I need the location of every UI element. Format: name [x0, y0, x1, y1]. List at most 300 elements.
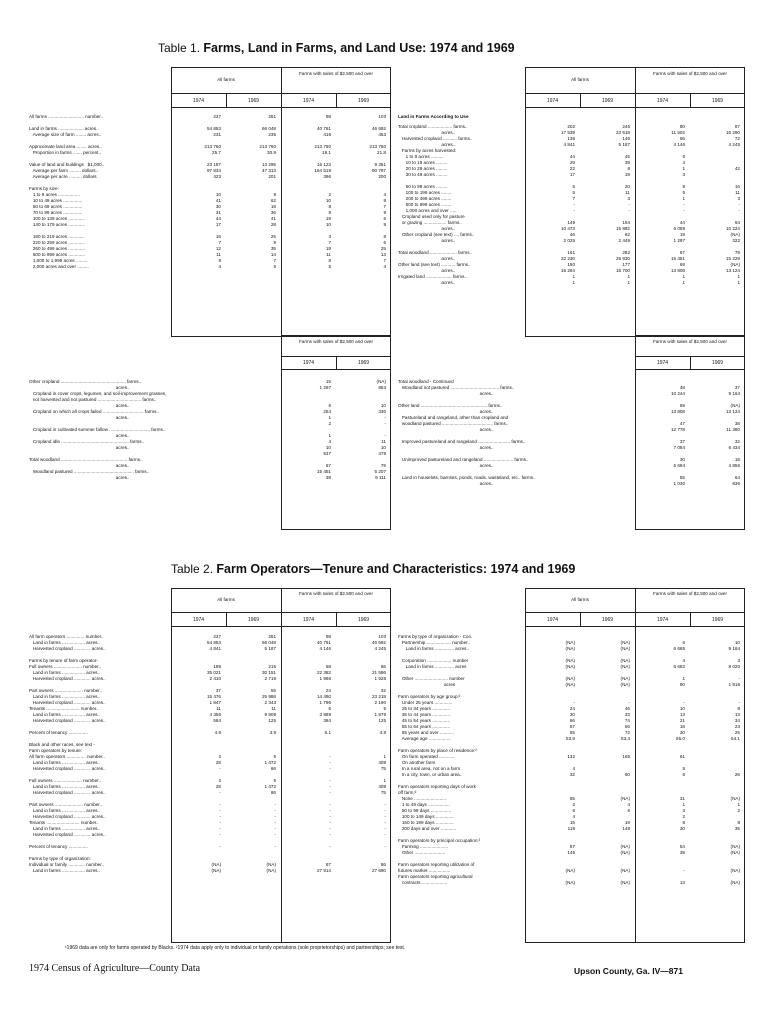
cell-value: 2 719 [264, 676, 276, 681]
cell-value: 5 [682, 190, 685, 195]
cell-value: 3 [328, 234, 331, 239]
cell-value: 453 [378, 132, 386, 137]
cell-value: 10 [734, 640, 740, 645]
cell-value: 11 380 [726, 427, 740, 432]
cell-value: 9 111 [375, 475, 386, 480]
row-label: or grazing .................. farms.. [398, 220, 462, 225]
row-label: Harvested cropland ............. acres.. [29, 832, 106, 837]
cell-value: 7 084 [673, 445, 685, 450]
cell-value: 87 [325, 862, 331, 867]
table1-left-col-1969-all [226, 114, 276, 270]
row-label: acres.. [29, 445, 130, 450]
cell-value: 22 382 [316, 670, 331, 675]
cell-value: 25.7 [212, 150, 221, 155]
row-label: Value of land and buildings $1,000.. [29, 162, 105, 167]
cell-value: 1 928 [374, 676, 386, 681]
cell-value: - [738, 208, 740, 213]
cell-value: 200 [378, 174, 386, 179]
year-1969: 1969 [357, 98, 370, 104]
cell-value: 15 229 [725, 256, 740, 261]
cell-value: 21 [679, 718, 685, 723]
cell-value: - [329, 778, 331, 783]
row-label: Land in farms ............... acres [398, 664, 467, 669]
row-label: Partnership ................... number.. [398, 640, 470, 645]
cell-value: 11 [625, 190, 630, 195]
cell-value: 1 818 [728, 682, 740, 687]
row-label: 50 to 99 acres ......... [398, 184, 448, 189]
cell-value: 56.0 [676, 736, 685, 741]
cell-value: - [384, 433, 386, 438]
cell-value: 4 [328, 439, 331, 444]
row-label: Land in farms .................. acres.. [29, 784, 100, 789]
cell-value: 5 187 [264, 646, 276, 651]
row-label: Woodland pastured ............................................... farms.. [29, 469, 150, 474]
cell-value: 125 [268, 718, 276, 723]
cell-value: 26 [734, 772, 740, 777]
row-label: Land in farms .................. acres.. [29, 712, 100, 717]
table2-right-labels [398, 634, 524, 886]
cell-value: 48 [679, 385, 685, 390]
cell-value: 4.8 [379, 730, 386, 735]
cell-value: 1 030 [673, 481, 685, 486]
cell-value: 408 [378, 760, 386, 765]
cell-value: 201 [268, 174, 276, 179]
cell-value: 12 778 [670, 427, 685, 432]
row-label: Pastureland and rangeland, other than cropland and [398, 415, 509, 420]
year-1974: 1974 [302, 617, 315, 623]
cell-value: 3 [682, 808, 685, 813]
cell-value: 282 [622, 250, 630, 255]
row-label: Land in farms .................. acres.. [29, 808, 100, 813]
table2-right-hdr-all: All farms [571, 597, 589, 602]
row-label: acres.. [29, 403, 130, 408]
footer-county-page: Upson County, Ga. IV—871 [574, 966, 683, 976]
row-label: Farm operators by age group:² [398, 694, 461, 699]
row-label: Part owners ...................... number.. [29, 802, 103, 807]
cell-value: 74 [624, 718, 630, 723]
cell-value: 87 [734, 124, 740, 129]
cell-value: 149 [567, 220, 575, 225]
row-label: Average age ................. [398, 736, 451, 741]
cell-value: 1 847 [209, 700, 221, 705]
cell-value: 47 313 [261, 168, 276, 173]
cell-value: (NA) [620, 868, 630, 873]
cell-value: 1 [572, 280, 575, 285]
cell-value: - [274, 820, 276, 825]
cell-value: 40 761 [316, 126, 331, 131]
cell-value: 213 760 [369, 144, 386, 149]
table1-right-hr2 [525, 107, 745, 108]
row-label: not harvested and not pastured .................................. farms.. [29, 397, 157, 402]
row-label: 1,000 acres and over ..... [398, 208, 457, 213]
cell-value: 39 [679, 850, 685, 855]
cell-value: 35 021 [206, 670, 221, 675]
row-label: acres.. [29, 433, 130, 438]
row-label: Full owners ...................... number.. [29, 664, 101, 669]
cell-value: - [628, 700, 630, 705]
row-label: acres.. [29, 385, 130, 390]
cell-value: 6 [627, 808, 630, 813]
row-label: Other land (see text) ........... farms.. [398, 262, 471, 267]
row-label: Woodland not pastured ...................................... farms.. [398, 385, 515, 390]
row-label: Cropland on which all crops failed ................................ farms.. [29, 409, 159, 414]
cell-value: 10 473 [560, 226, 575, 231]
cell-value: - [384, 421, 386, 426]
cell-value: 30 151 [261, 670, 276, 675]
row-label: Unimproved pastureland and rangeland ....................... farms.. [398, 457, 529, 462]
cell-value: 10 [679, 706, 685, 711]
cell-value: (NA) [620, 796, 630, 801]
table2-left-col-1974-all [171, 634, 221, 874]
cell-value: 4 [682, 160, 685, 165]
cell-value: 5 187 [618, 142, 630, 147]
row-label: 500 to 999 acres ............. [29, 252, 85, 257]
cell-value: 7 [383, 258, 386, 263]
table2-right-col-1974-all [525, 634, 575, 886]
row-label: 70 to 99 acres ............... [29, 210, 83, 215]
cell-value: 13 [380, 252, 386, 257]
cell-value: 69 [679, 403, 685, 408]
cell-value: - [329, 802, 331, 807]
cell-value: (NA) [620, 646, 630, 651]
cell-value: 90 [679, 682, 685, 687]
table1-left-col-1969-sales [336, 114, 386, 270]
row-label: Other .......................... number [398, 676, 465, 681]
cell-value: 87 [569, 844, 575, 849]
cell-value: 86 [270, 790, 276, 795]
table1-left-hr2 [171, 107, 391, 108]
row-label: Percent of tenancy ............... [29, 730, 88, 735]
table1-right-col-1974-all [525, 124, 575, 286]
cell-value: 15 [569, 820, 575, 825]
cell-value: 68 [325, 664, 331, 669]
table2-right-hdr-sales: Farms with sales of $2,500 and over [652, 591, 728, 596]
row-label: acres.. [398, 463, 494, 468]
row-label: Harvested cropland ............. acres.. [29, 790, 106, 795]
cell-value: - [274, 844, 276, 849]
cell-value: 1 [682, 196, 685, 201]
cell-value: (NA) [730, 262, 740, 267]
table1-title-prefix: Table 1. [158, 41, 201, 55]
cell-value: (NA) [620, 664, 630, 669]
row-label: Farms by type of organization - Con. [398, 634, 473, 639]
cell-value: - [738, 202, 740, 207]
cell-value: - [683, 202, 685, 207]
cell-value: 22 [569, 166, 575, 171]
cell-value: 13 [679, 880, 685, 885]
row-label: off farm:² [398, 790, 417, 795]
cell-value: 6 682 [673, 664, 685, 669]
year-1974: 1974 [192, 98, 205, 104]
table1-left-hdr-all: All farms [217, 77, 235, 82]
row-label: Other cropland ................................................... farms.. [29, 379, 142, 384]
row-label: acres.. [398, 409, 494, 414]
table1-right-labels [398, 124, 524, 286]
cell-value: 8 [328, 258, 331, 263]
cell-value: 35 [270, 246, 276, 251]
cell-value: 46 692 [371, 126, 386, 131]
cell-value: 1 [682, 274, 685, 279]
cell-value: 6 434 [728, 445, 740, 450]
cell-value: 15 290 [725, 130, 740, 135]
row-label: Total cropland ................... farms.. [398, 124, 468, 129]
cell-value: 23 518 [615, 130, 630, 135]
cell-value: 8 [383, 198, 386, 203]
cell-value: 3.9 [269, 730, 276, 735]
cell-value: 13 124 [725, 268, 740, 273]
cell-value: 1 796 [319, 700, 331, 705]
cell-value: 8 [737, 706, 740, 711]
row-label: acres [398, 682, 456, 687]
cell-value: - [329, 826, 331, 831]
cell-value: 4 356 [209, 712, 221, 717]
cell-value: 18 [270, 204, 276, 209]
cell-value: 8 [328, 204, 331, 209]
row-label: Harvested cropland ............. acres.. [29, 676, 106, 681]
cell-value: 6 [383, 240, 386, 245]
cell-value: 13 808 [670, 409, 685, 414]
cell-value: - [219, 790, 221, 795]
cell-value: 3 [682, 172, 685, 177]
cell-value: 37 [734, 385, 740, 390]
table1b-right-col-1974 [635, 379, 685, 487]
cell-value: 119 [567, 826, 575, 831]
cell-value: 54 853 [206, 126, 221, 131]
cell-value: 61 [679, 754, 685, 759]
cell-value: 16 [215, 234, 221, 239]
cell-value: 4 [627, 802, 630, 807]
row-label: Other ........................ [398, 850, 446, 855]
cell-value: 5 [572, 184, 575, 189]
cell-value: 4 [682, 658, 685, 663]
row-label: Farm operators reporting agricultural [398, 874, 473, 879]
table2-right-col-1969-all [580, 634, 630, 886]
cell-value: 6 [682, 640, 685, 645]
row-label: In a city, town, or urban area.. [398, 772, 463, 777]
cell-value: 136 [567, 136, 575, 141]
cell-value: - [219, 832, 221, 837]
table1b-left-col-1974 [281, 379, 331, 481]
cell-value: 64 [734, 475, 740, 480]
cell-value: 41 [215, 198, 221, 203]
cell-value: - [573, 208, 575, 213]
table1b-left-hdr-sales: Farms with sales of $2,500 and over [298, 339, 374, 344]
cell-value: 11 [216, 706, 221, 711]
cell-value: 11 502 [671, 130, 685, 135]
table1-left-col-1974-all [171, 114, 221, 270]
cell-value: 8 [383, 234, 386, 239]
cell-value: (NA) [565, 868, 575, 873]
cell-value: 46 [624, 706, 630, 711]
row-label: Under 25 years .............. [398, 700, 453, 705]
cell-value: 1 [627, 274, 630, 279]
cell-value: 416 [323, 132, 331, 137]
cell-value: 2 190 [374, 700, 386, 705]
cell-value: 2 [218, 778, 221, 783]
cell-value: 13 124 [725, 409, 740, 414]
cell-value: - [219, 826, 221, 831]
cell-value: 1 [682, 280, 685, 285]
row-label: Farm operators by tenure: [29, 748, 83, 753]
cell-value: 9 [273, 192, 276, 197]
cell-value: - [573, 202, 575, 207]
cell-value: 19.1 [322, 150, 331, 155]
cell-value: 9 [328, 210, 331, 215]
cell-value: 21 586 [371, 670, 386, 675]
cell-value: 937 [323, 451, 331, 456]
cell-value: 7 [383, 204, 386, 209]
row-label: On farm operated ............ [398, 754, 455, 759]
row-label: Average size of farm ........ acres.. [29, 132, 102, 137]
cell-value: - [329, 760, 331, 765]
cell-value: 1 472 [264, 760, 276, 765]
cell-value: 853 [378, 385, 386, 390]
cell-value: 4 146 [319, 646, 331, 651]
cell-value: 66 [380, 664, 386, 669]
row-label: acres.. [398, 391, 494, 396]
cell-value: 245 [622, 124, 630, 129]
cell-value: 1 [572, 274, 575, 279]
cell-value: 10 [325, 445, 331, 450]
cell-value: 15 476 [206, 694, 221, 699]
cell-value: 64 [734, 220, 740, 225]
cell-value: 10 [325, 198, 331, 203]
cell-value: (NA) [620, 658, 630, 663]
cell-value: 72 [734, 136, 740, 141]
cell-value: 9 [383, 222, 386, 227]
cell-value: 18 [734, 457, 740, 462]
year-1974: 1974 [546, 617, 559, 623]
cell-value: 4 [218, 264, 221, 269]
cell-value: 75 [380, 790, 386, 795]
cell-value: 7 [218, 240, 221, 245]
cell-value: - [683, 700, 685, 705]
table2-title-main: Farm Operators—Tenure and Characteristics: 1974 and 1969 [216, 562, 576, 576]
year-1969: 1969 [247, 98, 260, 104]
row-label: Average per acre .......... dollars [29, 174, 97, 179]
cell-value: - [219, 814, 221, 819]
row-label: Cropland in cultivated summer fallow ................................ farms.. [29, 427, 166, 432]
cell-value: 66 [270, 766, 276, 771]
year-1974: 1974 [546, 98, 559, 104]
table1-right-col-1969-sales [690, 124, 740, 286]
row-label: Irrigated land .................... farms.. [398, 274, 467, 279]
row-label: Farms by acres harvested: [398, 148, 457, 153]
cell-value: 145 [567, 850, 575, 855]
row-label: acres.. [29, 463, 130, 468]
row-label: acres.. [398, 226, 456, 231]
cell-value: 1 [737, 280, 740, 285]
cell-value: 7 [273, 258, 276, 263]
row-label: acres.. [398, 280, 456, 285]
cell-value: 55 [569, 730, 575, 735]
cell-value: 4 841 [563, 142, 575, 147]
cell-value: 10 [380, 403, 386, 408]
cell-value: 53.9 [566, 736, 575, 741]
cell-value: 8 [682, 184, 685, 189]
cell-value: (NA) [266, 868, 276, 873]
row-label: 20 to 29 acres ......... [398, 166, 448, 171]
cell-value: - [329, 784, 331, 789]
cell-value: 38 [734, 421, 740, 426]
row-label: 1 to 49 days ................. [398, 802, 450, 807]
cell-value: 8 [737, 820, 740, 825]
table1-left-hr1 [171, 93, 391, 94]
cell-value: 4 [572, 766, 575, 771]
year-1969: 1969 [601, 617, 614, 623]
cell-value: 194 [622, 220, 630, 225]
cell-value: 4 856 [728, 463, 740, 468]
cell-value: 5 [273, 754, 276, 759]
cell-value: 54 853 [206, 640, 221, 645]
cell-value: 86 [380, 862, 386, 867]
cell-value: 5 [682, 766, 685, 771]
cell-value: 31 [215, 210, 221, 215]
row-label: 1,000 to 1,999 acres ......... [29, 258, 88, 263]
cell-value: 31 [679, 796, 685, 801]
cell-value: 66 [679, 136, 685, 141]
cell-value: 2 025 [563, 238, 575, 243]
cell-value: 56 [624, 724, 630, 729]
cell-value: - [219, 808, 221, 813]
cell-value: 44 [569, 154, 575, 159]
row-label: Land in farms .................. acres.. [29, 868, 100, 873]
table2-left-hdr-all: All farms [217, 597, 235, 602]
cell-value: (NA) [730, 796, 740, 801]
cell-value: 1 [627, 280, 630, 285]
cell-value: 4 245 [728, 142, 740, 147]
row-label: Other land .................................................... farms.. [398, 403, 503, 408]
cell-value: 55 [679, 475, 685, 480]
cell-value: 836 [732, 481, 740, 486]
cell-value: 10 244 [670, 391, 685, 396]
cell-value: - [738, 676, 740, 681]
cell-value: 6 [383, 216, 386, 221]
cell-value: 4 [383, 192, 386, 197]
cell-value: 62 [270, 198, 276, 203]
row-label: Harvested cropland ........... farms.. [398, 136, 473, 141]
cell-value: 11 [216, 252, 221, 257]
cell-value: 16 [734, 184, 740, 189]
cell-value: 164 519 [314, 168, 331, 173]
cell-value: 9 164 [728, 646, 740, 651]
cell-value: 322 [732, 238, 740, 243]
cell-value: (NA) [620, 676, 630, 681]
cell-value: 161 [567, 250, 575, 255]
row-label: acres.. [398, 445, 494, 450]
cell-value: - [384, 820, 386, 825]
cell-value: 8 [682, 820, 685, 825]
cell-value: 10 [325, 222, 331, 227]
year-1969: 1969 [711, 360, 724, 366]
cell-value: 6 [572, 808, 575, 813]
cell-value: 1 [383, 754, 386, 759]
row-label: Cropland used only for pasture [398, 214, 465, 219]
cell-value: 254 [323, 409, 331, 414]
cell-value: - [628, 208, 630, 213]
cell-value: 19 [325, 246, 331, 251]
cell-value: 98 [325, 634, 331, 639]
cell-value: (NA) [565, 640, 575, 645]
year-1974: 1974 [302, 98, 315, 104]
row-label: Farming ...................... [398, 844, 449, 849]
row-label: contracts .................... [398, 880, 448, 885]
cell-value: 18 [679, 724, 685, 729]
cell-value: 23 218 [371, 694, 386, 699]
cell-value: 2 [328, 192, 331, 197]
cell-value: - [219, 820, 221, 825]
table2-right-hr2 [525, 626, 745, 627]
